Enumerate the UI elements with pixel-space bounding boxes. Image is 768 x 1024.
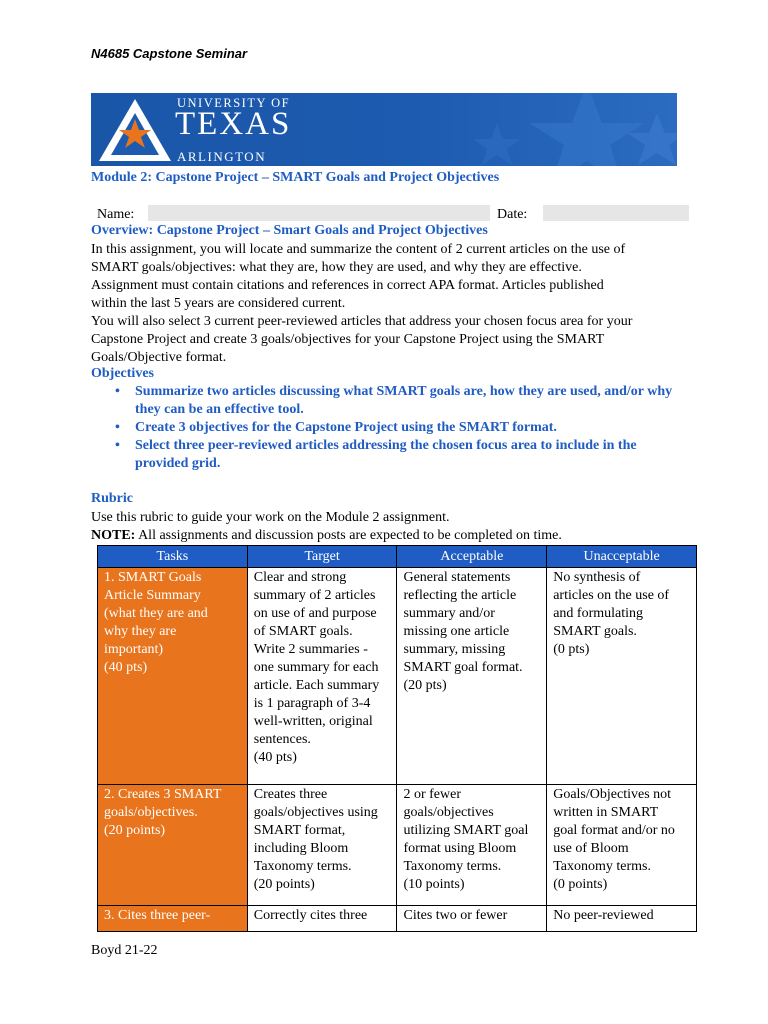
acceptable-cell: Cites two or fewer [397, 906, 547, 932]
table-row [98, 785, 697, 906]
objectives-heading: Objectives [91, 366, 154, 381]
note-text: All assignments and discussion posts are expected to be completed on time. [135, 528, 562, 543]
list-item: • Create 3 objectives for the Capstone Project using the SMART format. [91, 419, 691, 437]
logo-arlington-text: ARLINGTON [177, 149, 267, 164]
name-label: Name: [97, 207, 135, 222]
ut-star-logo-icon [97, 97, 173, 163]
target-cell: Correctly cites three [247, 906, 397, 932]
overview-line: Capstone Project and create 3 goals/objectives for your Capstone Project using the SMART [91, 332, 605, 347]
university-banner [91, 93, 677, 166]
unacceptable-cell: No peer-reviewed [547, 906, 697, 932]
name-field[interactable] [148, 205, 490, 221]
overview-line: within the last 5 years are considered current. [91, 296, 346, 311]
overview-heading: Overview: Capstone Project – Smart Goals and Project Objectives [91, 223, 488, 238]
logo-university-text: UNIVERSITY OF [177, 96, 291, 110]
column-header-acceptable: Acceptable [397, 546, 547, 568]
course-title: N4685 Capstone Seminar [91, 46, 248, 61]
date-label: Date: [497, 207, 528, 222]
target-cell: Creates three goals/objectives using SMART format, including Bloom Taxonomy terms. (20 points) [247, 785, 397, 906]
overview-line: In this assignment, you will locate and summarize the content of 2 current articles on the use of [91, 242, 626, 257]
acceptable-cell: General statements reflecting the article summary and/or missing one article summary, missing SMART goal format. (20 pts) [397, 568, 547, 785]
logo-texas-text: TEXAS [175, 106, 292, 142]
unacceptable-cell: No synthesis of articles on the use of and formulating SMART goals. (0 pts) [547, 568, 697, 785]
task-cell: 2. Creates 3 SMART goals/objectives. (20 points) [98, 785, 248, 906]
acceptable-cell: 2 or fewer goals/objectives utilizing SMART goal format using Bloom Taxonomy terms. (10 points) [397, 785, 547, 906]
star-pattern-icon [417, 93, 677, 166]
list-item: • Summarize two articles discussing what SMART goals are, how they are used, and/or why they can be an effective tool. [91, 383, 691, 419]
table-row [98, 906, 697, 932]
rubric-table [97, 545, 697, 932]
column-header-unacceptable: Unacceptable [547, 546, 697, 568]
module-title: Module 2: Capstone Project – SMART Goals and Project Objectives [91, 170, 500, 185]
target-cell: Clear and strong summary of 2 articles on use of and purpose of SMART goals. Write 2 summaries - one summary for each article. Each summary is 1 paragraph of 3-4 well-written, original sentences. (40 pts) [247, 568, 397, 785]
date-field[interactable] [543, 205, 689, 221]
column-header-tasks: Tasks [98, 546, 248, 568]
table-header-row [98, 546, 697, 568]
list-item: • Select three peer-reviewed articles addressing the chosen focus area to include in the provided grid. [91, 437, 691, 473]
overview-line: SMART goals/objectives: what they are, how they are used, and why they are effective. [91, 260, 582, 275]
unacceptable-cell: Goals/Objectives not written in SMART goal format and/or no use of Bloom Taxonomy terms. (0 points) [547, 785, 697, 906]
table-row [98, 568, 697, 785]
note-label: NOTE: [91, 528, 136, 543]
overview-line: Assignment must contain citations and references in correct APA format. Articles published [91, 278, 604, 293]
overview-body [91, 241, 711, 367]
rubric-intro: Use this rubric to guide your work on the Module 2 assignment. [91, 510, 450, 525]
overview-line: Goals/Objective format. [91, 350, 227, 365]
footer-text: Boyd 21-22 [91, 943, 158, 958]
task-cell: 1. SMART Goals Article Summary (what they are and why they are important) (40 pts) [98, 568, 248, 785]
rubric-note [91, 527, 562, 545]
task-cell: 3. Cites three peer- [98, 906, 248, 932]
column-header-target: Target [247, 546, 397, 568]
objectives-list [91, 383, 691, 473]
overview-line: You will also select 3 current peer-reviewed articles that address your chosen focus area for your [91, 314, 633, 329]
rubric-heading: Rubric [91, 491, 133, 506]
